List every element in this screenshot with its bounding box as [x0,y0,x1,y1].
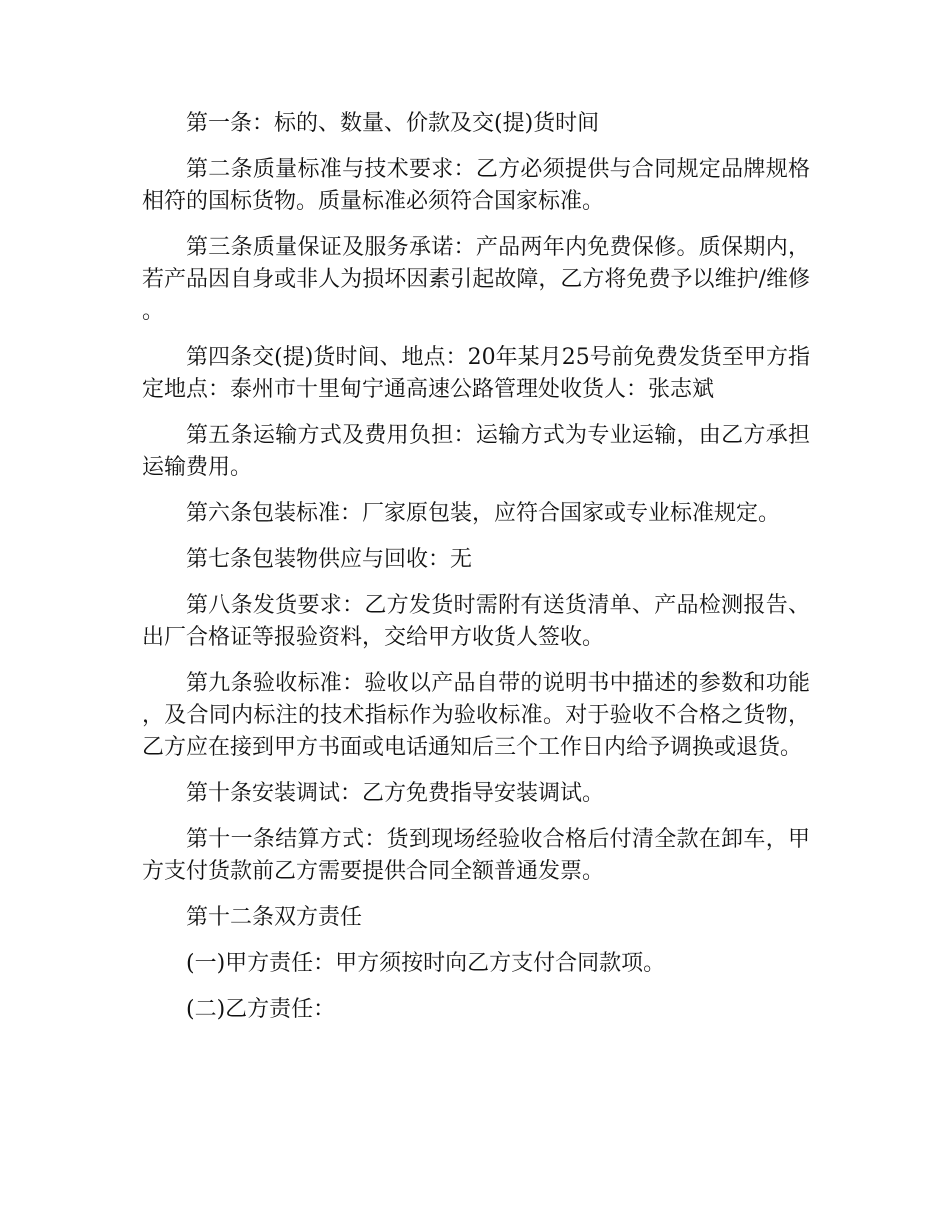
clause-5: 第五条运输方式及费用负担：运输方式为专业运输，由乙方承担运输费用。 [142,423,810,480]
clause-1: 第一条：标的、数量、价款及交(提)货时间 [186,111,600,136]
clause-2: 第二条质量标准与技术要求：乙方必须提供与合同规定品牌规格相符的国标货物。质量标准必须符合国家标准。 [142,157,810,214]
clause-7: 第七条包装物供应与回收：无 [186,547,473,572]
clause-10: 第十条安装调试：乙方免费指导安装调试。 [186,781,605,806]
document-body [142,108,810,1040]
clause-12: 第十二条双方责任 [186,905,363,930]
clause-12-item-1: (一)甲方责任：甲方须按时向乙方支付合同款项。 [186,951,666,976]
clause-11: 第十一条结算方式：货到现场经验收合格后付清全款在卸车，甲方支付货款前乙方需要提供合同全额普通发票。 [142,827,810,884]
clause-9: 第九条验收标准：验收以产品自带的说明书中描述的参数和功能，及合同内标注的技术指标作为验收标准。对于验收不合格之货物，乙方应在接到甲方书面或电话通知后三个工作日内给予调换或退货。 [142,671,810,760]
clause-4: 第四条交(提)货时间、地点：20年某月25号前免费发货至甲方指定地点：泰州市十里甸宁通高速公路管理处收货人：张志斌 [142,345,810,402]
clause-12-item-2: (二)乙方责任： [186,997,336,1022]
clause-8: 第八条发货要求：乙方发货时需附有送货清单、产品检测报告、出厂合格证等报验资料，交给甲方收货人签收。 [142,593,810,650]
clause-6: 第六条包装标准：厂家原包装，应符合国家或专业标准规定。 [186,501,781,526]
clause-3: 第三条质量保证及服务承诺：产品两年内免费保修。质保期内，若产品因自身或非人为损坏因素引起故障，乙方将免费予以维护/维修。 [142,235,810,324]
